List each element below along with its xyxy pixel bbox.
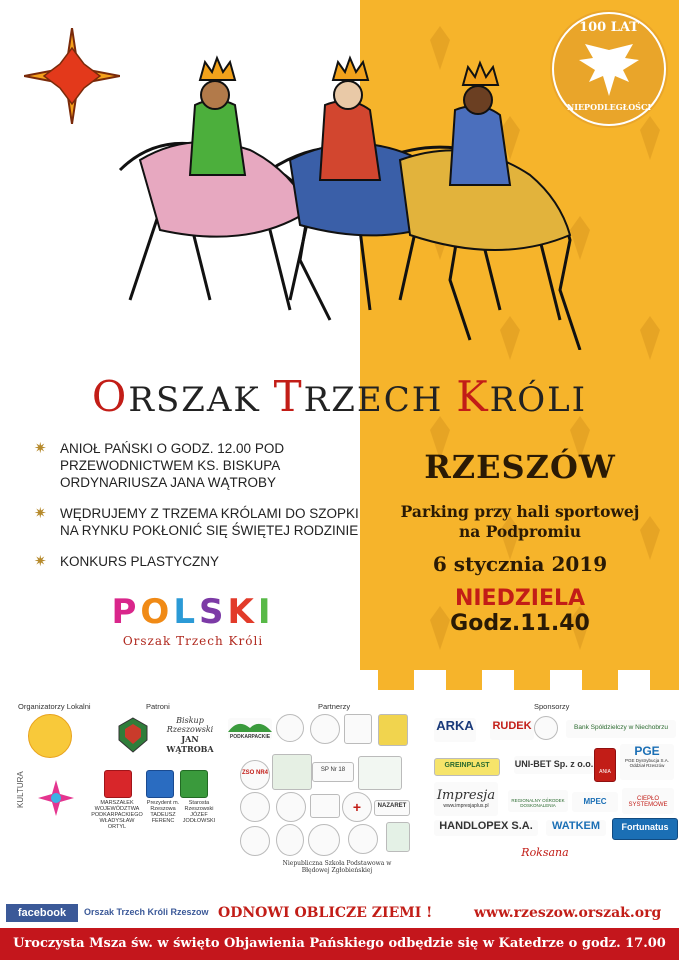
ods-text: REGIONALNY OŚRODEK DOSKONALENIA (511, 798, 565, 808)
partner-circle-icon (310, 714, 340, 744)
merlon (446, 670, 482, 690)
fortunatus-text: Fortunatus (621, 822, 669, 832)
pge-logo (620, 744, 674, 780)
footer-bar (0, 902, 679, 926)
polski-letter: P (111, 592, 141, 632)
title-cap: K (456, 372, 490, 421)
bishop-line: JAN (181, 734, 199, 744)
cieplo-logo (622, 788, 674, 814)
event-hour: Godz.11.40 (450, 611, 590, 636)
partner-school-icon (344, 714, 372, 744)
rudek-text: RUDEK (492, 720, 532, 732)
impresja-url: www.impresjaplus.pl (443, 803, 489, 809)
title-cap: O (91, 372, 129, 421)
bishop-crest-icon (112, 714, 154, 756)
partner-logo (358, 756, 402, 790)
list-item (34, 505, 364, 539)
sp18-text: SP Nr 18 (320, 767, 346, 773)
watkem-text: WATKEM (551, 820, 601, 832)
star-bullet-icon: ✷ (34, 505, 47, 522)
slogan: ODNOWI OBLICZE ZIEMI ! (218, 905, 433, 921)
city-name: RZESZÓW (424, 448, 616, 486)
partner-logo (310, 794, 340, 818)
patron-starost: Starosta Rzeszowski JÓZEF JODŁOWSKI (182, 800, 216, 824)
fundacja-icon (378, 714, 408, 746)
category-partners: Partnerzy (318, 702, 351, 711)
partner-circle-icon (240, 826, 270, 856)
battlement-edge (360, 670, 679, 690)
unibet-text: UNI-BET Sp. z o.o. (514, 759, 594, 769)
polski-letter: L (173, 592, 199, 632)
sp18-logo (312, 762, 354, 782)
partner-shield-icon (386, 822, 410, 852)
event-date: 6 stycznia 2019 (432, 552, 608, 576)
polski-letter: K (227, 592, 258, 632)
polski-letter: S (198, 592, 228, 632)
star-bullet-icon: ✷ (34, 553, 47, 570)
patron-marshal: MARSZAŁEK WOJEWÓDZTWA PODKARPACKIEGO WŁADYSŁAW ORTYL (91, 800, 143, 830)
arka-logo (434, 718, 476, 742)
bishop-label (160, 716, 220, 754)
county-crest-icon (180, 770, 208, 798)
star-bullet-icon: ✷ (34, 440, 47, 457)
roksana-logo (520, 846, 570, 866)
mpec-text: MPEC (583, 797, 607, 806)
ods-logo (508, 790, 568, 812)
zso-text: ZSO NR4 (241, 770, 268, 776)
event-info (370, 448, 670, 636)
kultura-star-icon (36, 778, 76, 818)
impresja-logo (434, 782, 498, 816)
website-link[interactable]: www.rzeszow.orszak.org (474, 905, 662, 921)
ania-logo (594, 748, 616, 782)
bank-text: Bank Spółdzielczy w Niechobrzu (574, 724, 668, 731)
arka-text: ARKA (436, 718, 474, 733)
voivodeship-crest-icon (104, 770, 132, 798)
bank-logo (566, 720, 676, 738)
title-cap: T (273, 372, 304, 421)
badge-bottom-text: NIEPODLEGŁOŚCI (566, 102, 652, 112)
podkarpackie-text: PODKARPACKIE (229, 734, 271, 740)
location-line2: na Podpromiu (458, 522, 582, 541)
roksana-text: Roksana (521, 846, 569, 859)
patron-president: Prezydent m. Rzeszowa TADEUSZ FERENC (146, 800, 180, 824)
polski-letter: I (257, 592, 275, 632)
independence-badge (550, 10, 668, 128)
polski-logo (108, 592, 278, 662)
event-day: NIEDZIELA (454, 586, 586, 611)
unibet-logo (514, 756, 594, 774)
partner-crest-icon (276, 714, 304, 742)
pge-text: PGE (634, 744, 660, 758)
title-rest: RSZAK (128, 380, 261, 420)
merlon (582, 670, 618, 690)
polski-word (108, 592, 278, 632)
pge-subtext: PGE Dystrybucja S.A. Oddział Rzeszów (624, 758, 669, 768)
rudek-logo (490, 720, 534, 740)
ania-text: ANIA (599, 769, 611, 775)
organizer-logo (28, 714, 72, 758)
category-patrons: Patroni (146, 702, 170, 711)
partner-circle-icon (276, 792, 306, 822)
scouts-logo (272, 754, 312, 790)
list-item-text: KONKURS PLASTYCZNY (60, 554, 220, 569)
city-crest-icon (146, 770, 174, 798)
polski-subtitle: Orszak Trzech Króli (122, 634, 264, 648)
partner-circle-icon (348, 824, 378, 854)
handlopex-logo (434, 820, 538, 836)
red-cross-icon: + (342, 792, 372, 822)
mpec-logo (572, 792, 618, 812)
bishop-line: Rzeszowski (166, 725, 214, 734)
program-list (34, 440, 364, 584)
list-item (34, 440, 364, 491)
cieplo-text: CIEPŁO SYSTEMOWE (628, 796, 668, 808)
partner-circle-icon (308, 824, 340, 856)
greinplast-logo (434, 758, 500, 776)
facebook-link[interactable]: facebook (6, 904, 78, 922)
badge-top-text: 100 LAT (579, 20, 639, 35)
zso-logo (240, 760, 270, 790)
nazaret-text: NAZARET (377, 803, 407, 809)
nazaret-logo (374, 800, 410, 816)
sponsors-section (0, 700, 679, 900)
podkarpackie-logo (228, 718, 272, 740)
mass-text: Uroczysta Msza św. w święto Objawienia Pańskiego odbędzie się w Katedrze o godz. 17.00 (13, 936, 666, 951)
merlon (378, 670, 414, 690)
kultura-logo (16, 768, 80, 828)
merlon (514, 670, 550, 690)
mass-banner (0, 928, 679, 960)
handlopex-text: HANDLOPEX S.A. (439, 820, 533, 832)
rudek-figure-icon (534, 716, 558, 740)
kultura-text: KULTURA (16, 771, 25, 808)
list-item (34, 553, 364, 570)
title-rest: RÓLI (489, 380, 588, 420)
category-organizers: Organizatorzy Lokalni (18, 702, 91, 711)
facebook-page-name[interactable]: Orszak Trzech Króli Rzeszow (84, 907, 209, 917)
partner-portrait-icon (276, 824, 304, 856)
bishop-line: Biskup (176, 716, 204, 725)
location-line1: Parking przy hali sportowej (400, 502, 640, 521)
bishop-line: WĄTROBA (166, 744, 214, 754)
partner-circle-icon (240, 792, 270, 822)
watkem-logo (546, 820, 606, 836)
page-title (0, 372, 679, 421)
niepubliczna-text: Niepubliczna Szkoła Podstawowa w Błędowej Zgłobieńskiej (282, 860, 392, 874)
greinplast-text: GREINPLAST (444, 762, 490, 769)
impresja-text: Impresja (436, 788, 496, 803)
title-rest: RZECH (303, 380, 444, 420)
list-item-text: WĘDRUJEMY Z TRZEMA KRÓLAMI DO SZOPKI NA RYNKU POKŁONIĆ SIĘ ŚWIĘTEJ RODZINIE (60, 506, 359, 538)
list-item-text: ANIOŁ PAŃSKI O GODZ. 12.00 POD PRZEWODNICTWEM KS. BISKUPA ORDYNARIUSZA JANA WĄTROBY (60, 441, 285, 490)
three-kings-illustration (100, 50, 610, 350)
polski-letter: O (140, 592, 174, 632)
fortunatus-logo (612, 818, 678, 840)
merlon (650, 670, 679, 690)
category-sponsors: Sponsorzy (534, 702, 570, 711)
